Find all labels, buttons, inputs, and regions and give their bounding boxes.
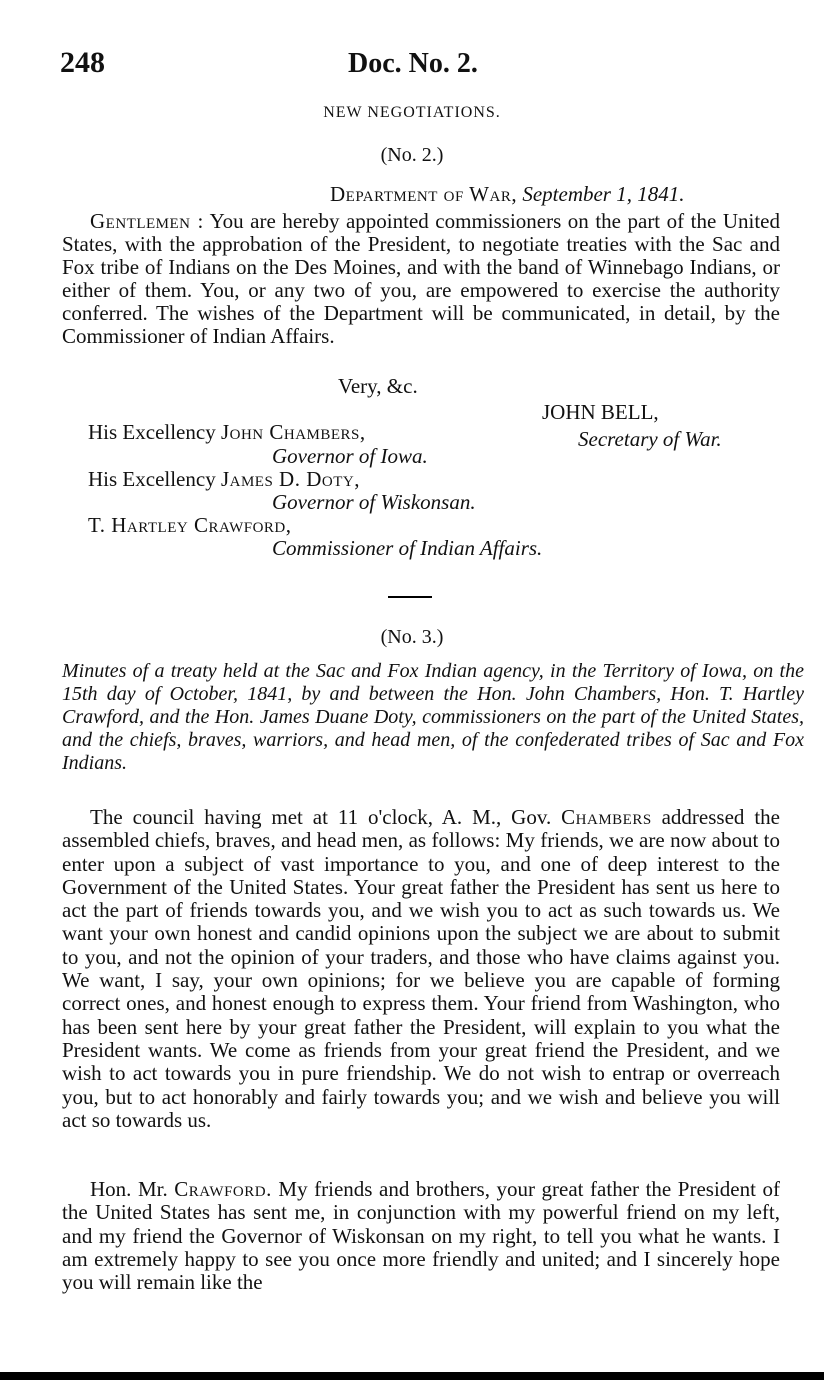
- addressee-name: John Chambers,: [220, 420, 366, 444]
- document-number-2: (No. 2.): [380, 144, 444, 166]
- addressee-title: Commissioner of Indian Affairs.: [272, 536, 543, 560]
- addressee-title: Governor of Iowa.: [272, 444, 428, 468]
- paragraph-lead: Hon. Mr.: [90, 1177, 175, 1201]
- letter-body: [62, 210, 780, 348]
- dateline-department: Department of War,: [330, 182, 518, 206]
- addressee-line: [88, 467, 360, 492]
- paragraph-text: addressed the assembled chiefs, braves, and head men, as follows: My friends, we are now about to enter upon a subject of vast importance to you, and one of deep interest to the Government of the United States. Your great father the President has sent us here to act the part of friends towards you, and we wish you to act as such towards us. We want your own honest and candid opinions upon the subject we are about to submit to you, and not the opinion of your traders, and those who have claims against you. We want, I say, your own opinions; for we believe you are capable of forming correct ones, and honest enough to express them. Your friend from Washington, who has been sent here by your great father the President, will explain to you what the President wants. We come as friends from your great friend the President, and we wish to act towards you in pure friendship. We do not wish to entrap or overreach you, but to act honorably and fairly towards you; and we wish and believe you will act so towards us.: [62, 805, 780, 1132]
- dateline-date: September 1, 1841.: [522, 182, 685, 206]
- addressee-prefix: His Excellency: [88, 420, 221, 444]
- speaker-name: Crawford.: [174, 1177, 272, 1201]
- addressee-prefix: His Excellency: [88, 467, 221, 491]
- document-label: Doc. No. 2.: [348, 48, 478, 79]
- addressee-name: T. Hartley Crawford,: [88, 513, 292, 537]
- section-divider: [388, 596, 432, 598]
- page-bottom-edge: [0, 1372, 824, 1380]
- signer-title: Secretary of War.: [578, 427, 722, 451]
- closing: Very, &c.: [338, 374, 418, 398]
- paragraph-text: My friends and brothers, your great father the President of the United States has sent me, in conjunction with my powerful friend on my left, and my friend the Governor of Wiskonsan on my right, to tell you what he wants. I am extremely happy to see you once more friendly and united; and I sincerely hope you will remain like the: [62, 1177, 780, 1295]
- paragraph-lead: The council having met at 11 o'clock, A. M., Gov.: [90, 805, 562, 829]
- addressee-name: James D. Doty,: [220, 467, 360, 491]
- page-number: 248: [60, 46, 105, 79]
- addressee-line: [88, 420, 366, 445]
- section-title: NEW NEGOTIATIONS.: [323, 104, 501, 121]
- document-number-3: (No. 3.): [380, 626, 444, 648]
- addressee-title: Governor of Wiskonsan.: [272, 490, 476, 514]
- paragraph-chambers: [62, 806, 780, 1132]
- signer-name: JOHN BELL,: [542, 400, 659, 424]
- minutes-heading: [62, 660, 804, 775]
- minutes-heading-text: Minutes of a treaty held at the Sac and Fox Indian agency, in the Territory of Iowa, on the 15th day of October, 1841, by and between the Hon. John Chambers, Hon. T. Hartley Crawford, and the Hon. James Duane Doty, commissioners on the part of the United States, and the chiefs, braves, warriors, and head men, of the confederated tribes of Sac and Fox Indians.: [62, 660, 804, 774]
- dateline: [330, 182, 684, 207]
- addressee-line: [88, 513, 292, 538]
- speaker-name: Chambers: [561, 805, 652, 829]
- letter-text: You are hereby appointed commissioners on the part of the United States, with the approbation of the President, to negotiate treaties with the Sac and Fox tribe of Indians on the Des Moines, and with the band of Winnebago Indians, or either of them. You, or any two of you, are empowered to exercise the authority conferred. The wishes of the Department will be communicated, in detail, by the Commissioner of Indian Affairs.: [62, 209, 780, 348]
- salutation: Gentlemen :: [90, 209, 204, 233]
- paragraph-crawford: [62, 1178, 780, 1294]
